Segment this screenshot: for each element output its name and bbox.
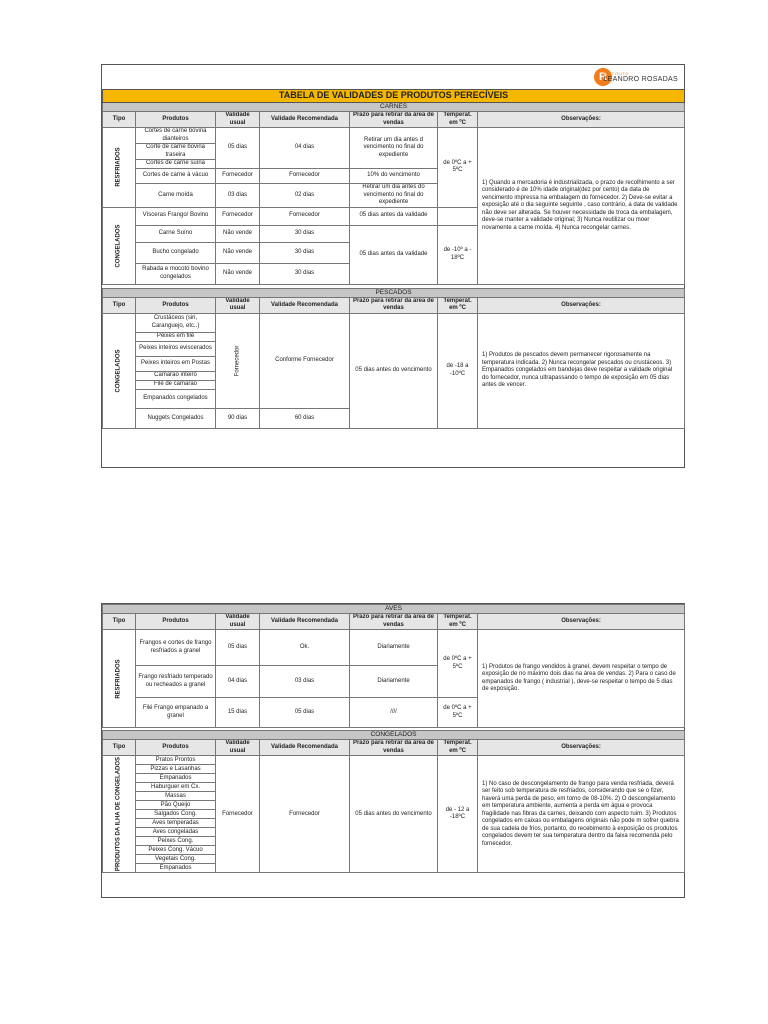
header-tipo: Tipo [103, 297, 136, 313]
header-validade-usual: Validade usual [216, 297, 260, 313]
table-cell: 30 dias [260, 263, 350, 284]
observacoes-carnes: 1) Quando a mercadoria é industrializada, o prazo de recolhimento a ser considerado é de 10% idade original(dez por cento) da data de vencimento impressa na embalagem do fornecedor. 2) Deve-se evitar a exposição até o dia seguinte seguinte , caso contrário, a data de validade não deve ser alterada. Se houver necessidade de troca da embalagem, deve-se manter a validade original; 3) Nunca reutilizar ou moer novamente a carne moída. 4) Nunca recongelar carnes. [478, 128, 685, 285]
header-observacoes: Observações: [478, 614, 685, 630]
table-cell: Retirar um dia antes d vencimento no final do expediente [350, 128, 438, 169]
table-cell: 05 dias antes da validade [350, 207, 438, 225]
header-observacoes: Observações: [478, 297, 685, 313]
tipo-pescados-congelados: CONGELADOS [103, 313, 136, 428]
table-cell: Fornecedor [260, 756, 350, 873]
header-prazo: Prazo para retirar da área de vendas [350, 297, 438, 313]
table-cell: 04 dias [216, 666, 260, 698]
table-cell: Não vende [216, 263, 260, 284]
table-cell: Frangos e cortes de frango resfriados a granel [136, 630, 216, 666]
header-validade-recomendada: Validade Recomendada [260, 297, 350, 313]
table-cell: de 0ºC a + 5ºC [438, 630, 478, 698]
header-validade-usual: Validade usual [216, 112, 260, 128]
table-cell: Não vende [216, 225, 260, 242]
table-cell: Empanados [136, 864, 216, 873]
table-cell: 30 dias [260, 242, 350, 263]
table-cell: Pratos Prontos [136, 756, 216, 765]
table-cell: Fornecedor [216, 756, 260, 873]
table-cell: 04 dias [260, 128, 350, 169]
header-temperatura: Temperat. em ºC [438, 740, 478, 756]
header-prazo: Prazo para retirar da área de vendas [350, 614, 438, 630]
validity-table-page-2 [101, 603, 685, 898]
table-cell: 05 dias antes da validade [350, 225, 438, 284]
table-cell: Vegetais Cong. [136, 855, 216, 864]
header-temperatura: Temperat. em ºC [438, 112, 478, 128]
table-cell: Fornecedor [216, 169, 260, 184]
table-cell: Empanados [136, 774, 216, 783]
table-cell: Fornecedor [216, 207, 260, 225]
tipo-ilha-congelados: PRODUTOS DA ILHA DE CONGELADOS [103, 756, 136, 873]
table-cell [438, 207, 478, 225]
table-cell: Filé de camarão [136, 380, 216, 389]
header-prazo: Prazo para retirar da área de vendas [350, 112, 438, 128]
section-pescados: PESCADOS [103, 288, 685, 297]
header-validade-usual: Validade usual [216, 614, 260, 630]
table-cell: Cortes de carne suína [136, 160, 216, 169]
table-cell: Pizzas e Lasanhas [136, 765, 216, 774]
table-cell: Fornecedor [260, 169, 350, 184]
page-title: TABELA DE VALIDADES DE PRODUTOS PERECÍVEIS [103, 90, 685, 103]
header-produtos: Produtos [136, 297, 216, 313]
carnes-pescados-table [102, 89, 685, 429]
table-cell: de 0ºC a + 5ºC [438, 128, 478, 208]
table-cell: 05 dias [216, 128, 260, 169]
section-carnes: CARNES [103, 103, 685, 112]
table-cell: Bucho congelado [136, 242, 216, 263]
header-tipo: Tipo [103, 112, 136, 128]
header-observacoes: Observações: [478, 112, 685, 128]
table-cell: 02 dias [260, 184, 350, 208]
table-cell: Peixes inteiros eviscerados [136, 341, 216, 356]
table-cell: Cortes de carne à vácuo [136, 169, 216, 184]
table-cell: Ok. [260, 630, 350, 666]
table-cell: 05 dias antes do vencimento [350, 756, 438, 873]
table-cell: 05 dias [216, 630, 260, 666]
header-validade-usual: Validade usual [216, 740, 260, 756]
tipo-congelados: CONGELADOS [103, 207, 136, 284]
table-cell: Peixes inteiros em Postas [136, 356, 216, 371]
section-congelados: CONGELADOS [103, 731, 685, 740]
table-cell: Aves congeladas [136, 828, 216, 837]
table-cell: Retirar um dia antes do vencimento no final do expediente [350, 184, 438, 208]
table-cell: de -10º a - 18ºC [438, 225, 478, 284]
table-cell: Peixes em filé [136, 332, 216, 341]
table-cell: Salgados Cong. [136, 810, 216, 819]
table-cell: Corte de carne bovina traseira [136, 144, 216, 160]
table-cell: Nuggets Congelados [136, 408, 216, 428]
aves-congelados-table [102, 604, 685, 873]
table-cell: de -18 a -10ºC [438, 313, 478, 428]
table-cell: 30 dias [260, 225, 350, 242]
table-cell: Pão Queijo [136, 801, 216, 810]
table-cell: Fornecedor [216, 313, 260, 408]
table-cell: 05 dias antes do vencimento [350, 313, 438, 428]
observacoes-pescados: 1) Produtos de pescados devem permanecer rigorosamente na temperatura indicada. 2) Nunca recongelar pescados ou crustáceos. 3) Empanados congelados em bandejas deve respeitar a validade original do fornecedor, nunca ultrapassando o tempo de exposição em 05 dias antes de vencer. [478, 313, 685, 428]
tipo-resfriados: RESFRIADOS [103, 128, 136, 208]
table-cell: Fornecedor [260, 207, 350, 225]
section-aves: AVES [103, 605, 685, 614]
observacoes-aves: 1) Produtos de frango vendidos à granel, devem respeitar o tempo de exposição de no máximo dois dias na área de vendas. 2) Para o caso de empanados de frango ( industrial ), deve-se respeitar o tempo de 5 dias de exposição. [478, 630, 685, 728]
table-cell: Peixes Cong. Vácuo [136, 846, 216, 855]
observacoes-congelados: 1) No caso de descongelamento de frango para venda resfriada, deverá ser feito sob temperatura de resfriados, considerando que se o fizer, haverá uma perda de peso, em torno de 08-10%. 2) O descongelamento em temperatura ambiente, aumenta a perda em água e provoca fragilidade nas fibras da carnes, deixando com aspecto ruim. 3) Produtos congelados em caixas ou embalagens originais não pode m sofrer quebra de sua cadeia de frios, portanto, do recebimento à exposição os produtos congelados devem ter sua temperatura dentro da faixa recomenda pelo fornecedor. [478, 756, 685, 873]
logo-mark-icon: R [594, 68, 612, 86]
table-cell: Diariamente [350, 666, 438, 698]
table-cell: Camarão inteiro [136, 371, 216, 380]
table-cell: Conforme Fornecedor [260, 313, 350, 408]
table-cell: Vísceras Frango/ Bovino [136, 207, 216, 225]
table-cell: Peixes Cong. [136, 837, 216, 846]
table-cell: 03 dias [216, 184, 260, 208]
table-cell: 05 dias [260, 698, 350, 728]
table-cell: Empanados congelados [136, 389, 216, 408]
header-observacoes: Observações: [478, 740, 685, 756]
header-tipo: Tipo [103, 614, 136, 630]
table-cell: Rabada e mocotó bovino congelados [136, 263, 216, 284]
table-cell: Crustáceos (siri, Caranguejo, etc..) [136, 313, 216, 332]
table-cell: Filé Frango empanado a granel [136, 698, 216, 728]
table-cell: Cortes de carne bovina dianteiros [136, 128, 216, 144]
table-cell: de - 12 a -18ºC [438, 756, 478, 873]
table-cell: Massas [136, 792, 216, 801]
header-produtos: Produtos [136, 614, 216, 630]
header-produtos: Produtos [136, 740, 216, 756]
logo-text [603, 71, 678, 83]
table-cell: 90 dias [216, 408, 260, 428]
table-cell: 15 dias [216, 698, 260, 728]
table-cell: Não vende [216, 242, 260, 263]
logo-small-text: INSTITUTO [603, 71, 630, 76]
table-cell: Aves temperadas [136, 819, 216, 828]
logo-name: LEANDRO ROSADAS [603, 76, 678, 83]
header-temperatura: Temperat. em ºC [438, 614, 478, 630]
table-cell: Frango resfriado temperado ou recheados a granel [136, 666, 216, 698]
header-validade-recomendada: Validade Recomendada [260, 740, 350, 756]
header-prazo: Prazo para retirar da área de vendas [350, 740, 438, 756]
table-cell: 10% do vencimento [350, 169, 438, 184]
table-cell: Haburguer em Cx. [136, 783, 216, 792]
table-cell: Diariamente [350, 630, 438, 666]
table-cell: 60 dias [260, 408, 350, 428]
header-tipo: Tipo [103, 740, 136, 756]
tipo-aves-resfriados: RESFRIADOS [103, 630, 136, 728]
validity-table-page-1 [101, 64, 685, 468]
header-temperatura: Temperat. em ºC [438, 297, 478, 313]
header-validade-recomendada: Validade Recomendada [260, 112, 350, 128]
table-cell: 03 dias [260, 666, 350, 698]
table-cell: //// [350, 698, 438, 728]
table-cell: Carne Suíno [136, 225, 216, 242]
header-validade-recomendada: Validade Recomendada [260, 614, 350, 630]
logo-header [102, 65, 684, 89]
table-cell: Carne moída [136, 184, 216, 208]
header-produtos: Produtos [136, 112, 216, 128]
table-cell: de 0ºC a + 5ºC [438, 698, 478, 728]
